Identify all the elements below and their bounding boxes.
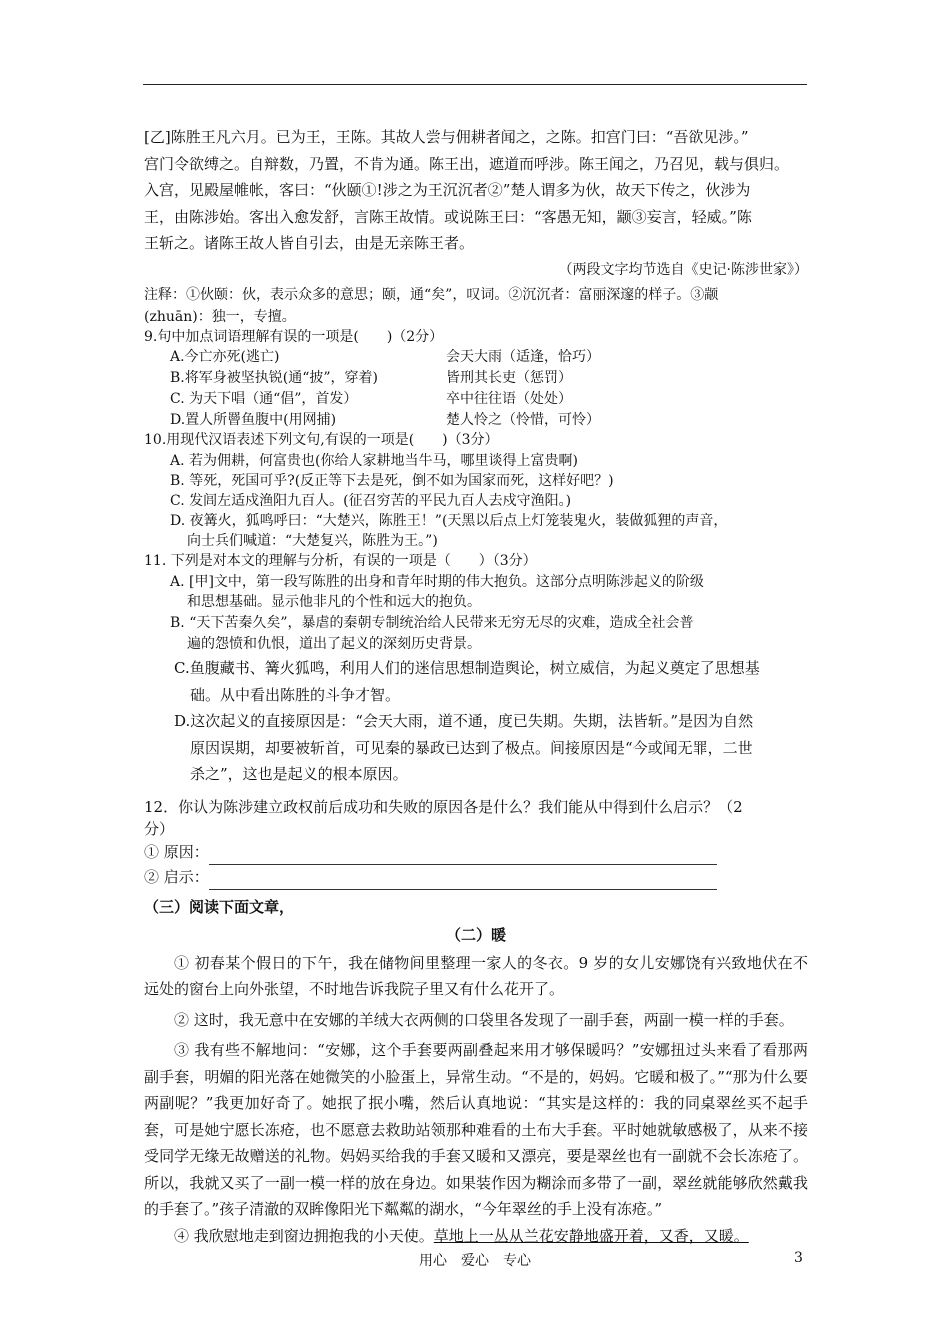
answer-blank-line[interactable] (209, 848, 717, 865)
option-right: 楚人怜之（怜惜，可怜） (446, 411, 600, 428)
passage-yi (144, 124, 808, 327)
option-c (144, 655, 808, 708)
answer-blank-line[interactable] (209, 873, 717, 890)
option-right: 会天大雨（适逢，恰巧） (446, 349, 600, 366)
option-d-line1: D. 夜篝火，狐鸣呼曰：“大楚兴，陈胜王！”(天黑以后点上灯笼装鬼火，装做狐狸的声音， (170, 513, 728, 530)
article-paragraph (144, 1223, 808, 1250)
option-a: A. 若为佣耕，何富贵也(你给人家耕地当牛马，哪里谈得上富贵啊) (170, 453, 578, 470)
question-12 (144, 796, 808, 890)
option-d (144, 708, 808, 788)
option-b-line1: B. “天下苦秦久矣”，暴虐的秦朝专制统治给人民带来无穷无尽的灾难，造成全社会普 (170, 615, 694, 632)
footer-motto: 用心 爱心 专心 (419, 1253, 531, 1269)
article-paragraph: ① 初春某个假日的下午，我在储物间里整理一家人的冬衣。9 岁的女儿安娜饶有兴致地伏在不远处的窗台上向外张望，不时地告诉我院子里又有什么花开了。 (144, 953, 808, 999)
option-d-line1: D.这次起义的直接原因是：“会天大雨，道不通，度已失期。失期，法皆斩。”是因为自然 (174, 712, 754, 731)
question-stem: 11. 下列是对本文的理解与分析，有误的一项是（ ）（3分） (144, 553, 537, 570)
option-b (144, 613, 808, 655)
option-left: C. 为天下唱（通“倡”，首发） (170, 390, 358, 407)
option-b-line2: 遍的怨愤和仇恨，道出了起义的深刻历史背景。 (187, 636, 481, 653)
paragraph-text: ④ 我欣慰地走到窗边拥抱我的小天使。 (174, 1226, 434, 1245)
question-stem: 10.用现代汉语表述下列文句,有误的一项是( )（3分） (144, 432, 499, 449)
header-rule (143, 84, 807, 85)
passage-line: [乙]陈胜王凡六月。已为王，王陈。其故人尝与佣耕者闻之，之陈。扣宫门曰：“吾欲见涉。” (144, 128, 749, 146)
option-left: B.将军身被坚执锐(通“披”，穿着) (170, 370, 378, 387)
section-heading: （三）阅读下面文章， (144, 897, 295, 916)
option-row (144, 368, 808, 389)
article-title: （二）暖 (445, 925, 506, 944)
option-c-line1: C.鱼腹藏书、篝火狐鸣，利用人们的迷信思想制造舆论，树立威信，为起义奠定了思想基 (174, 659, 760, 678)
option-row (144, 410, 808, 431)
option-b: B. 等死，死国可乎?(反正等下去是死，倒不如为国家而死，这样好吧？) (170, 473, 614, 490)
option-d-line3: 杀之”，这也是起义的根本原因。 (190, 765, 408, 784)
question-11 (144, 551, 808, 787)
option-d-line2: 原因误期，却要被斩首，可见秦的暴政已达到了极点。间接原因是“今或闻无罪，二世 (190, 738, 753, 757)
option-left: D.置人所罾鱼腹中(用网捕) (170, 411, 337, 428)
passage-line: 入宫，见殿屋帷帐，客曰：“伙颐①!涉之为王沉沉者②”楚人谓多为伙，故天下传之，伙涉为 (144, 181, 751, 199)
option-row (144, 389, 808, 410)
question-stem (144, 796, 808, 840)
question-stem: 9.句中加点词语理解有误的一项是( )（2分） (144, 328, 444, 345)
page-content (144, 124, 808, 1249)
passage-line: 王，由陈涉始。客出入愈发舒，言陈王故情。或说陈王曰：“客愚无知，颛③妄言，轻威。”陈 (144, 207, 752, 226)
option-d (144, 511, 808, 551)
article-paragraph: ② 这时，我无意中在安娜的羊绒大衣两侧的口袋里各发现了一副手套，两副一模一样的手套。 (174, 1010, 794, 1029)
option-d-line2: 向士兵们喊道：“大楚复兴，陈胜为王。”) (187, 533, 438, 550)
section-three (144, 894, 808, 1250)
answer-reason (144, 840, 808, 865)
source-citation: （两段文字均节选自《史记·陈涉世家》） (558, 261, 808, 278)
passage-line: 宫门令欲缚之。自辩数，乃置，不肯为通。陈王出，遮道而呼涉。陈王闻之，乃召见，载与俱归。 (144, 154, 790, 173)
answer-insight (144, 865, 808, 890)
answer-label: ① 原因： (144, 842, 209, 861)
option-a-line1: A. [甲]文中，第一段写陈胜的出身和青年时期的伟大抱负。这部分点明陈涉起义的阶级 (170, 574, 704, 591)
passage-line: 王斩之。诸陈王故人皆自引去，由是无亲陈王者。 (144, 234, 475, 252)
article-paragraph: ③ 我有些不解地问：“安娜，这个手套要两副叠起来用才够保暖吗？”安娜扭过头来看了看那两副手套，明媚的阳光落在她微笑的小脸蛋上，异常生动。“不是的，妈妈。它暖和极了。”“那为什么要两副呢？”我更加好奇了。她抿了抿小嘴，然后认真地说：“其实是这样的：我的同桌翠丝买不起手套，可是她宁愿长冻疮，也不愿意去救助站领那种难看的土布大手套。平时她就敏感极了，从来不接受同学无缘无故赠送的礼物。妈妈买给我的手套又暖和又漂亮，要是翠丝也有一副就不会长冻疮了。所以，我就又买了一副一模一样的放在身边。如果装作因为糊涂而多带了一副，翠丝就能够欣然戴我的手套了。”孩子清澈的双眸像阳光下粼粼的湖水，“今年翠丝的手上没有冻疮。” (144, 1041, 808, 1219)
question-stem-line2: 分） (144, 819, 175, 838)
underlined-sentence: 草地上一丛从兰花安静地盛开着，又香，又暖。 (433, 1226, 749, 1245)
option-right: 皆刑其长吏（惩罚） (446, 370, 572, 387)
annotation-line: (zhuān)：独一，专擅。 (144, 308, 296, 325)
annotation-line: 注释：①伙颐：伙，表示众多的意思；颐，通“矣”，叹词。②沉沉者：富丽深邃的样子。③颛 (144, 286, 719, 303)
option-left: A.今亡亦死(逃亡) (170, 349, 280, 366)
option-c-line2: 础。从中看出陈胜的斗争才智。 (190, 685, 401, 704)
option-a-line2: 和思想基础。显示他非凡的个性和远大的抱负。 (187, 594, 481, 611)
option-c: C. 发闾左适戍渔阳九百人。(征召穷苦的平民九百人去戍守渔阳。) (170, 493, 572, 510)
question-stem-line1: 12．你认为陈涉建立政权前后成功和失败的原因各是什么？我们能从中得到什么启示？（2 (144, 797, 743, 816)
option-right: 卒中往往语（处处） (446, 390, 572, 407)
answer-label: ② 启示： (144, 867, 209, 886)
option-row (144, 347, 808, 368)
question-10 (144, 430, 808, 551)
option-a (144, 572, 808, 612)
question-9 (144, 327, 808, 431)
page-number: 3 (794, 1250, 803, 1266)
